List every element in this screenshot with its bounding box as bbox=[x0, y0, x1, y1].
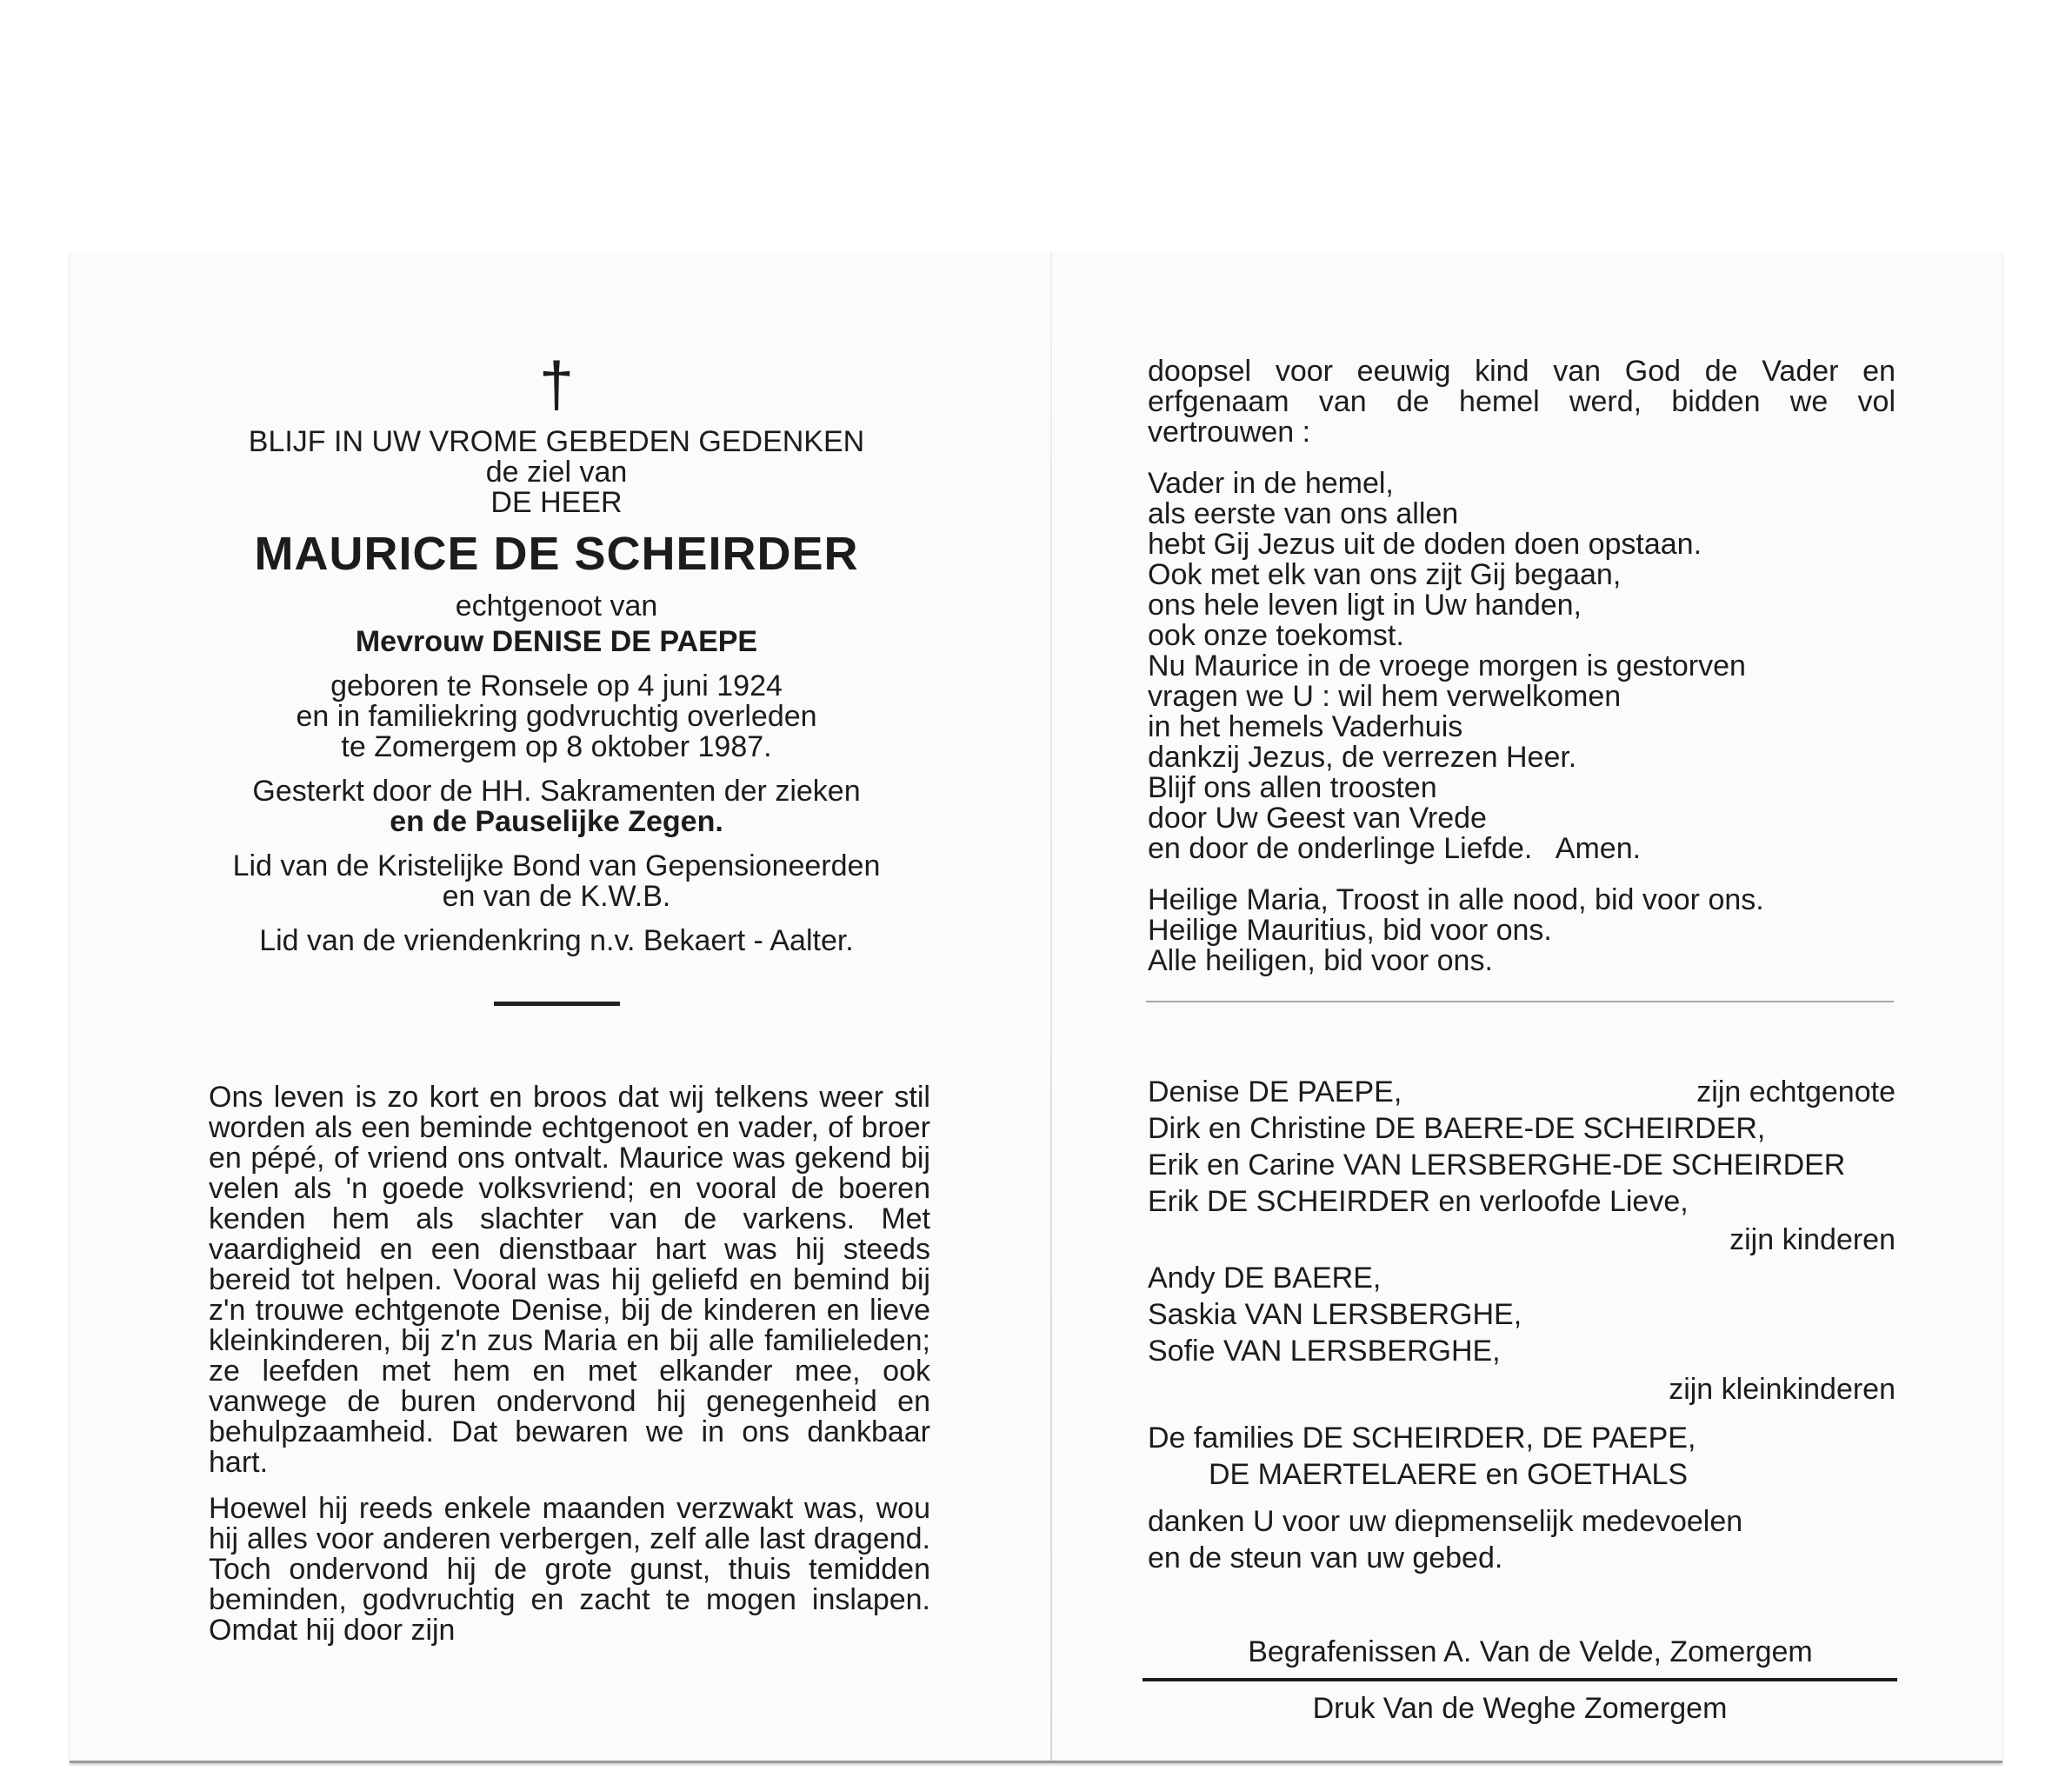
thanks-line-1: danken U voor uw diepmenselijk medevoelen bbox=[1148, 1505, 1743, 1538]
intro-line: BLIJF IN UW VROME GEBEDEN GEDENKEN bbox=[248, 425, 865, 458]
spouse-row bbox=[1148, 1074, 1895, 1110]
prayer-line: ons hele leven ligt in Uw handen, bbox=[1148, 589, 1582, 622]
printer-line: Druk Van de Weghe Zomergem bbox=[1312, 1692, 1728, 1725]
birth-line: geboren te Ronsele op 4 juni 1924 bbox=[330, 669, 783, 702]
sacraments-line-2: en de Pauselijke Zegen. bbox=[390, 805, 723, 838]
divider bbox=[494, 1002, 620, 1006]
prayer-line: door Uw Geest van Vrede bbox=[1148, 802, 1487, 835]
spouse-role: zijn echtgenote bbox=[1696, 1075, 1895, 1109]
story-paragraph-1: Ons leven is zo kort en broos dat wij telkens weer stil worden als een beminde echtgenoot en vader, of broer en pépé, of vriend ons ontvalt. Maurice was gekend bij velen als 'n goede volksvriend; en vooral de boeren kenden hem als slachter van de varkens. Met vaardigheid en een dienstbaar hart was hij steeds bereid tot helpen. Vooral was hij geliefd en bemind bij z'n trouwe echtgenote Denise, bij de kinderen en lieve kleinkinderen, bij z'n zus Maria en bij alle familieleden; ze leefden met hem en met elkander mee, ook vanwege de buren ondervond hij genegenheid en behulpzaamheid. Dat bewaren we in ons dankbaar hart. bbox=[209, 1081, 930, 1479]
cross-icon: † bbox=[538, 350, 575, 420]
families-line-1: De families DE SCHEIRDER, DE PAEPE, bbox=[1148, 1421, 1696, 1455]
child-entry: Dirk en Christine DE BAERE-DE SCHEIRDER, bbox=[1148, 1112, 1766, 1145]
footer bbox=[1146, 1633, 1894, 1726]
invocation-line: Heilige Mauritius, bid voor ons. bbox=[1148, 914, 1552, 947]
prayer-line: Ook met elk van ons zijt Gij begaan, bbox=[1148, 558, 1622, 591]
left-story bbox=[209, 1082, 930, 1661]
soul-line: de ziel van bbox=[485, 456, 628, 489]
thanks-line-2: en de steun van uw gebed. bbox=[1148, 1541, 1503, 1575]
prayer-line: vragen we U : wil hem verwelkomen bbox=[1148, 680, 1622, 713]
membership-line-3: Lid van de vriendenkring n.v. Bekaert - Aalter. bbox=[259, 924, 854, 957]
footer-rule bbox=[1143, 1678, 1897, 1681]
death-place-line: te Zomergem op 8 oktober 1987. bbox=[341, 730, 772, 763]
prayer-line: als eerste van ons allen bbox=[1148, 497, 1459, 530]
grandchild-entry: Andy DE BAERE, bbox=[1148, 1262, 1382, 1295]
funeral-home: Begrafenissen A. Van de Velde, Zomergem bbox=[1248, 1635, 1813, 1668]
grandchild-entry: Sofie VAN LERSBERGHE, bbox=[1148, 1335, 1501, 1368]
child-entry: Erik DE SCHEIRDER en verloofde Lieve, bbox=[1148, 1185, 1689, 1218]
prayer-line: en door de onderlinge Liefde. Amen. bbox=[1148, 832, 1642, 865]
prayer-line: hebt Gij Jezus uit de doden doen opstaan. bbox=[1148, 528, 1702, 561]
prayer-line: Vader in de hemel, bbox=[1148, 467, 1394, 500]
invocation-line: Alle heiligen, bid voor ons. bbox=[1148, 944, 1493, 977]
child-entry: Erik en Carine VAN LERSBERGHE-DE SCHEIRDER bbox=[1148, 1148, 1846, 1182]
death-line: en in familiekring godvruchtig overleden bbox=[296, 700, 817, 733]
prayer-line: Nu Maurice in de vroege morgen is gestorven bbox=[1148, 649, 1746, 682]
grandchild-entry: Saskia VAN LERSBERGHE, bbox=[1148, 1298, 1522, 1331]
section-divider bbox=[1146, 1001, 1894, 1002]
families-line-2: DE MAERTELAERE en GOETHALS bbox=[1209, 1458, 1689, 1491]
spouse-name: Mevrouw DENISE DE PAEPE bbox=[355, 625, 758, 658]
prayer-line: dankzij Jezus, de verrezen Heer. bbox=[1148, 741, 1577, 774]
sacraments-line-1: Gesterkt door de HH. Sakramenten der zieken bbox=[252, 775, 861, 808]
invocation-line: Heilige Maria, Troost in alle nood, bid voor ons. bbox=[1148, 883, 1764, 916]
invocations-block bbox=[1148, 885, 1895, 976]
spouse-intro: echtgenoot van bbox=[455, 589, 658, 623]
children-role: zijn kinderen bbox=[1729, 1223, 1895, 1256]
card-fold bbox=[1050, 252, 1052, 1761]
continuation-paragraph: doopsel voor eeuwig kind van God de Vader en erfgenaam van de hemel werd, bidden we vol vertrouwen : bbox=[1148, 355, 1895, 449]
story-paragraph-2: Hoewel hij reeds enkele maanden verzwakt was, wou hij alles voor anderen verbergen, zelf alle last dragend. Toch ondervond hij de grote gunst, thuis temidden beminden, godvruchtig en zacht te mogen inslapen. Omdat hij door zijn bbox=[209, 1492, 930, 1647]
prayer-line: Blijf ons allen troosten bbox=[1148, 771, 1437, 804]
spouse-entry: Denise DE PAEPE, bbox=[1148, 1075, 1402, 1109]
left-header bbox=[165, 352, 948, 1006]
family-list bbox=[1148, 1074, 1895, 1576]
membership-line-2: en van de K.W.B. bbox=[442, 880, 671, 913]
prayer-block bbox=[1148, 469, 1895, 864]
grandchildren-role: zijn kleinkinderen bbox=[1669, 1373, 1895, 1406]
title-line: DE HEER bbox=[490, 486, 623, 519]
right-prayer bbox=[1148, 356, 1895, 976]
prayer-line: in het hemels Vaderhuis bbox=[1148, 710, 1463, 743]
membership-line-1: Lid van de Kristelijke Bond van Gepensioneerden bbox=[232, 849, 881, 882]
deceased-name: MAURICE DE SCHEIRDER bbox=[254, 528, 859, 580]
prayer-line: ook onze toekomst. bbox=[1148, 619, 1404, 652]
